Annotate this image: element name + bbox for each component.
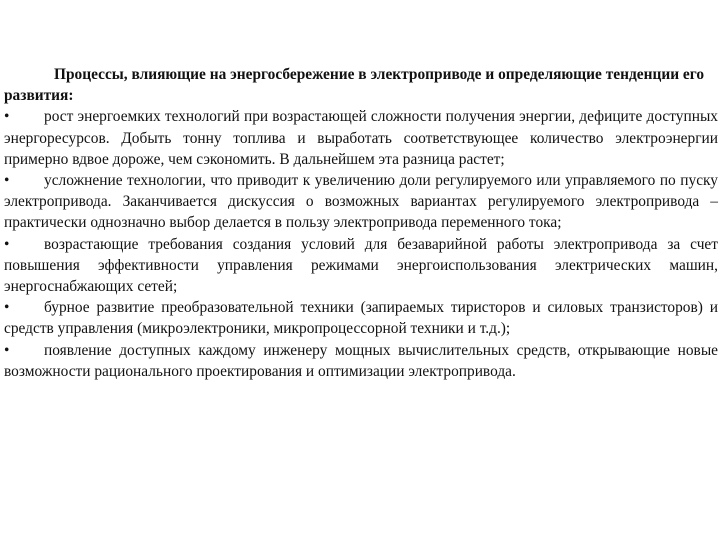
list-item (4, 340, 718, 382)
list-item-text: усложнение технологии, что приводит к увеличению доли регулируемого или управляемого по пуску электропривода. Заканчивается дискуссия о возможных вариантах регулируемого электропривода – практически однозначно выбор делается в пользу электропривода переменного тока; (4, 172, 718, 232)
list-item (4, 234, 718, 298)
slide-content (4, 64, 718, 382)
list-item-text: рост энергоемких технологий при возрастающей сложности получения энергии, дефиците доступных энергоресурсов. Добыть тонну топлива и выработать соответствующее количество электроэнергии примерно вдвое дороже, чем сэкономить. В дальнейшем эта разница растет; (4, 108, 718, 168)
bullet-icon: • (4, 235, 10, 253)
list-item (4, 297, 718, 339)
bullet-icon: • (4, 172, 10, 190)
bullet-icon: • (4, 341, 10, 359)
slide-heading: Процессы, влияющие на энергосбережение в электроприводе и определяющие тенденции его развития: (4, 66, 705, 105)
list-item-text: возрастающие требования создания условий для безаварийной работы электропривода за счет повышения эффективности управления режимами энергоиспользования электрических машин, энергоснабжающих сетей; (4, 235, 718, 296)
bullet-icon: • (4, 299, 10, 317)
bullet-icon: • (4, 108, 10, 126)
list-item (4, 170, 718, 234)
list-item-text: появление доступных каждому инженеру мощных вычислительных средств, открывающие новые возможности рационального проектирования и оптимизации электропривода. (4, 341, 718, 380)
list-item (4, 106, 718, 170)
list-item-text: бурное развитие преобразовательной техники (запираемых тиристоров и силовых транзисторов) и средств управления (микроэлектроники, микропроцессорной техники и т.д.); (4, 299, 718, 338)
